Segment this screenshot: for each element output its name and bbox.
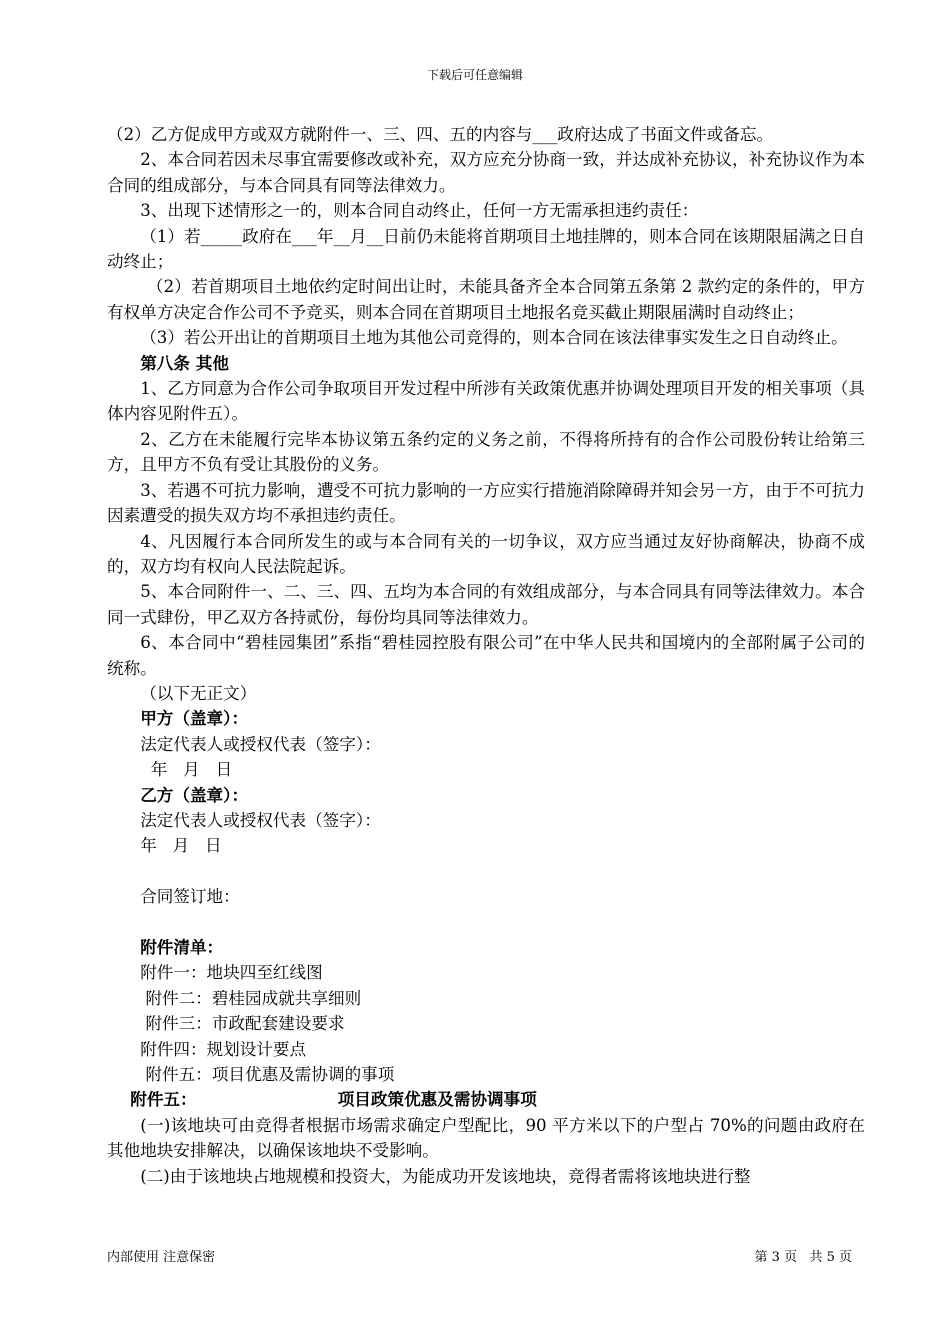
party-b-date: 年 月 日: [140, 836, 222, 856]
paragraph: 2、乙方在未能履行完毕本协议第五条约定的义务之前，不得将所持有的合作公司股份转让给第三方，且甲方不负有受让其股份的义务。: [107, 429, 865, 475]
annex5-label: 附件五：: [130, 1089, 197, 1110]
paragraph: (一)该地块可由竞得者根据市场需求确定户型配比，90 平方米以下的户型占 70%的问题由政府在其他地块安排解决，以确保该地块不受影响。: [107, 1115, 865, 1161]
party-a-representative: 法定代表人或授权代表（签字）：: [140, 734, 381, 754]
paragraph: （1）若_____政府在___年__月__日前仍未能将首期项目土地挂牌的，则本合同在该期限届满之日自动终止；: [107, 226, 865, 272]
attachment-item: 附件一：地块四至红线图: [140, 963, 323, 983]
document-body: [107, 122, 865, 1189]
paragraph: 3、出现下述情形之一的，则本合同自动终止，任何一方无需承担违约责任：: [140, 201, 699, 221]
annex5-heading: [107, 1087, 865, 1112]
paragraph: （2）乙方促成甲方或双方就附件一、三、四、五的内容与___政府达成了书面文件或备忘。: [107, 125, 774, 144]
page-number: 第 3 页 共 5 页: [754, 1250, 852, 1265]
signing-place: 合同签订地：: [140, 887, 240, 907]
page-footer: [107, 1246, 852, 1265]
paragraph: 3、若遇不可抗力影响，遭受不可抗力影响的一方应实行措施消除障碍并知会另一方，由于不可抗力因素遭受的损失双方均不承担违约责任。: [107, 480, 865, 526]
attachment-list-title: 附件清单：: [140, 936, 224, 957]
end-of-text: （以下无正文）: [140, 683, 257, 703]
paragraph: 6、本合同中“碧桂园集团”系指“碧桂园控股有限公司”在中华人民共和国境内的全部附属子公司的统称。: [107, 633, 865, 678]
paragraph: 5、本合同附件一、二、三、四、五均为本合同的有效组成部分，与本合同具有同等法律效力。本合同一式肆份，甲乙双方各持贰份，每份均具同等法律效力。: [107, 582, 865, 627]
page-header: 下载后可任意编辑: [426, 68, 523, 82]
paragraph: （2）若首期项目土地依约定时间出让时，未能具备齐全本合同第五条第 2 款约定的条件的，甲方有权单方决定合作公司不予竞买，则本合同在首期项目土地报名竞买截止期限届满时自动终止；: [107, 277, 865, 322]
attachment-item: 附件二：碧桂园成就共享细则: [140, 988, 362, 1008]
paragraph: (二)由于该地块占地规模和投资大，为能成功开发该地块，竞得者需将该地块进行整: [140, 1166, 751, 1186]
annex5-title: 项目政策优惠及需协调事项: [337, 1089, 537, 1110]
paragraph: 1、乙方同意为合作公司争取项目开发过程中所涉有关政策优惠并协调处理项目开发的相关事项（具体内容见附件五）。: [107, 379, 865, 424]
confidential-note: 内部使用 注意保密: [107, 1250, 216, 1265]
article-heading: 第八条 其他: [140, 352, 229, 373]
paragraph: 2、本合同若因未尽事宜需要修改或补充，双方应充分协商一致，并达成补充协议，补充协议作为本合同的组成部分，与本合同具有同等法律效力。: [107, 150, 865, 195]
paragraph: （3）若公开出让的首期项目土地为其他公司竞得的，则本合同在该法律事实发生之日自动终止。: [140, 328, 848, 348]
party-a-seal: 甲方（盖章）：: [140, 708, 249, 729]
paragraph: 4、凡因履行本合同所发生的或与本合同有关的一切争议，双方应当通过友好协商解决，协商不成的，双方均有权向人民法院起诉。: [107, 531, 865, 576]
attachment-item: 附件四：规划设计要点: [140, 1039, 307, 1059]
spacer: [107, 910, 865, 935]
party-b-representative: 法定代表人或授权代表（签字）：: [140, 810, 381, 830]
spacer: [107, 859, 865, 884]
party-b-seal: 乙方（盖章）：: [140, 784, 249, 805]
party-a-date: 年 月 日: [140, 760, 233, 780]
attachment-item: 附件五：项目优惠及需协调的事项: [140, 1065, 395, 1084]
attachment-item: 附件三：市政配套建设要求: [140, 1014, 345, 1034]
